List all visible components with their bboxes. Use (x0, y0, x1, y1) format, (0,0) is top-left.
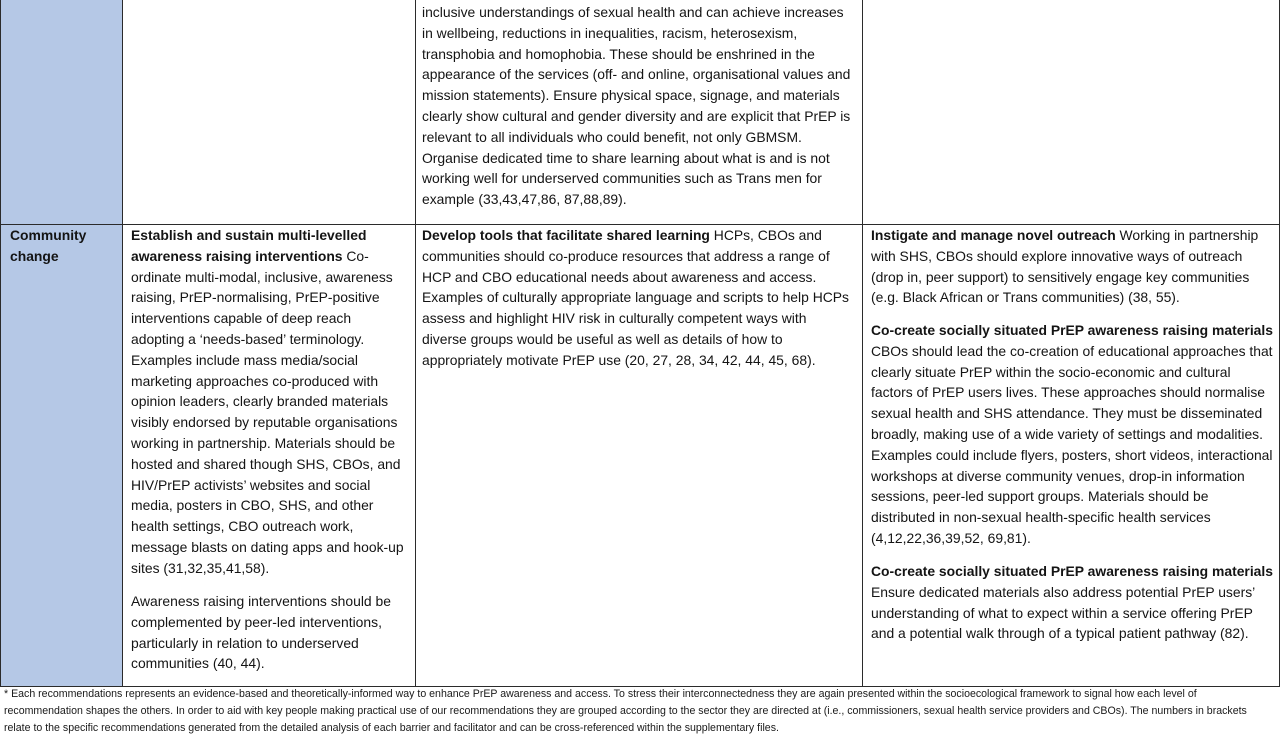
community-col2-para2: Awareness raising interventions should be complemented by peer-led interventions, particularly in relation to underserved communities (40, 44). (131, 593, 391, 672)
materials-heading-2: Co-create socially situated PrEP awareness raising materials (871, 563, 1273, 579)
cell-community-col2 (122, 224, 416, 687)
materials-heading-1: Co-create socially situated PrEP awareness raising materials (871, 322, 1273, 338)
community-col4-para2 (871, 320, 1275, 549)
table-footnote: * Each recommendations represents an evidence-based and theoretically-informed way to enhance PrEP awareness and access. To stress their interconnectedness they are again presented within the socioecological framework to signal how each level of recommendation shapes the others. In order to aid with key people making practical use of our recommendations they are grouped according to the sector they are directed at (i.e., commissioners, sexual health service providers and CBOs). The numbers in brackets relate to the specific recommendations generated from the detailed analysis of each barrier and facilitator and can be cross-referenced within the supplementary files. (4, 688, 1247, 734)
cell-top-col2 (122, 0, 416, 225)
row-label-community-change: Community change (10, 227, 87, 264)
community-col2-heading: Establish and sustain multi-levelled awareness raising interventions (131, 227, 367, 264)
row-label-cell-community (0, 224, 123, 687)
outreach-heading: Instigate and manage novel outreach (871, 227, 1116, 243)
community-col3-heading: Develop tools that facilitate shared learning (422, 227, 710, 243)
cell-top-col4 (862, 0, 1280, 225)
cell-top-col3 (415, 0, 863, 225)
row-label-cell-top (0, 0, 123, 225)
community-col3-para (422, 225, 850, 371)
community-col4-para3 (871, 561, 1275, 644)
outreach-body: Working in partnership with SHS, CBOs should explore innovative ways of outreach (drop in, peer support) to sensitively engage key communities (e.g. Black African or Trans communities) (38, 55). (871, 227, 1259, 306)
community-col3-body: HCPs, CBOs and communities should co-produce resources that address a range of HCP and CBO educational needs about awareness and access. Examples of culturally appropriate language and scripts to help HCPs assess and highlight HIV risk in culturally competent ways with diverse groups would be useful as well as details of how to appropriately motivate PrEP use (20, 27, 28, 34, 42, 44, 45, 68). (422, 227, 849, 368)
top-col3-text: inclusive understandings of sexual health and can achieve increases in wellbeing, reductions in inequalities, racism, heterosexism, transphobia and homophobia. These should be enshrined in the appearance of the services (off- and online, organisational values and mission statements). Ensure physical space, signage, and materials clearly show cultural and gender diversity and are explicit that PrEP is relevant to all individuals who could benefit, not only GBMSM. Organise dedicated time to share learning about what is and is not working well for underserved communities such as Trans men for example (33,43,47,86, 87,88,89). (422, 4, 851, 208)
community-col2-para1 (131, 225, 407, 579)
materials-body-2: Ensure dedicated materials also address potential PrEP users’ understanding of what to expect within a service offering PrEP and a potential walk through of a typical patient pathway (82). (871, 583, 1255, 642)
cell-community-col4 (862, 224, 1280, 687)
materials-body-1: CBOs should lead the co-creation of educational approaches that clearly situate PrEP within the socio-economic and cultural factors of PrEP users lives. These approaches should normalise sexual health and SHS attendance. They must be disseminated broadly, making use of a wide variety of settings and modalities. Examples could include flyers, posters, short videos, interactional workshops at diverse community venues, drop-in information sessions, peer-led support groups. Materials should be distributed in non-sexual health-specific health services (4,12,22,36,39,52, 69,81). (871, 342, 1273, 546)
cell-community-col3 (415, 224, 863, 687)
community-col2-body: Co-ordinate multi-modal, inclusive, awareness raising, PrEP-normalising, PrEP-positive interventions capable of deep reach adopting a ‘needs-based’ terminology. Examples include mass media/social marketing approaches co-produced with opinion leaders, clearly branded materials visibly endorsed by reputable organisations working in partnership. Materials should be hosted and shared though SHS, CBOs, and HIV/PrEP activists’ websites and social media, posters in CBO, SHS, and other health settings, CBO outreach work, message blasts on dating apps and hook-up sites (31,32,35,41,58). (131, 247, 404, 576)
community-col4-para1 (871, 225, 1275, 308)
